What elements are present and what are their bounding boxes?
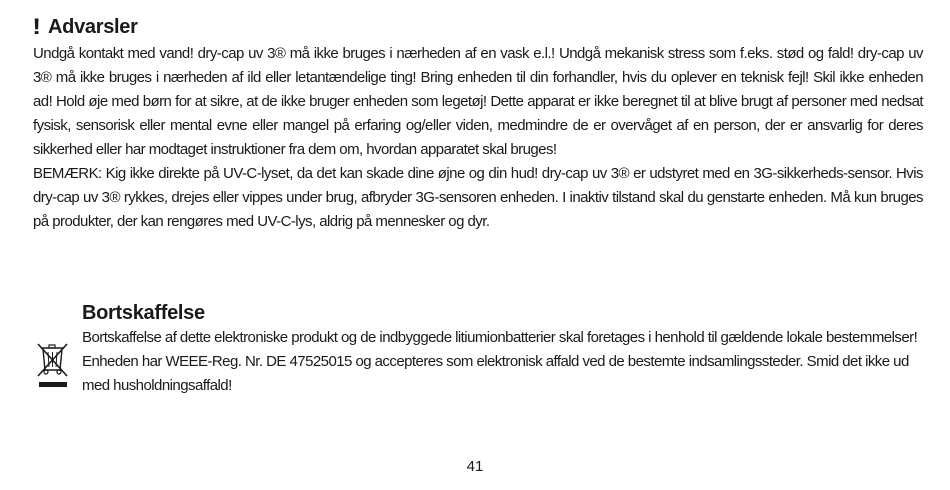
warnings-paragraph-1: Undgå kontakt med vand! dry-cap uv 3® må ikke bruges i nærheden af en vask e.l.! Undgå mekanisk stress som f.eks. stød og fald! dry-cap uv 3® må ikke bruges i nærheden af ild eller letantændelige ting! Bring enheden til din forhandler, hvis du oplever en teknisk fejl! Skil ikke enheden ad! Hold øje med børn for at sikre, at de ikke bruger enheden som legetøj! Dette apparat er ikke beregnet til at blive brugt af personer med nedsat fysisk, sensorisk eller mental evne eller mangel på erfaring og/eller viden, medmindre de er overvåget af en person, der er ansvarlig for deres sikkerhed eller har modtaget instruktioner fra dem om, hvordan apparatet skal bruges! <box>33 45 923 158</box>
warnings-section <box>33 14 923 234</box>
page-number: 41 <box>466 458 484 475</box>
disposal-title: Bortskaffelse <box>82 302 205 324</box>
weee-crossed-bin-icon <box>33 340 73 390</box>
disposal-section <box>33 300 923 398</box>
disposal-row <box>33 326 923 398</box>
warnings-title: Advarsler <box>48 16 138 38</box>
warnings-heading <box>33 14 923 40</box>
disposal-text: Bortskaffelse af dette elektroniske produkt og de indbyggede litiumionbatterier skal foretages i henhold til gældende lokale bestemmelser! Enheden har WEEE-Reg. Nr. DE 47525015 og accepteres som elektronisk affald ved de bestemte indsamlingssteder. Smid det ikke ud med husholdningsaffald! <box>82 329 918 394</box>
exclamation-icon: ! <box>32 14 41 39</box>
warnings-paragraph-2: BEMÆRK: Kig ikke direkte på UV-C-lyset, da det kan skade dine øjne og din hud! dry-cap uv 3® er udstyret med en 3G-sikkerheds-sensor. Hvis dry-cap uv 3® rykkes, drejes eller vippes under brug, afbryder 3G-sensoren enheden. I inaktiv tilstand skal du genstarte enheden. Må kun bruges på produkter, der kan rengøres med UV-C-lys, aldrig på mennesker og dyr. <box>33 165 923 230</box>
